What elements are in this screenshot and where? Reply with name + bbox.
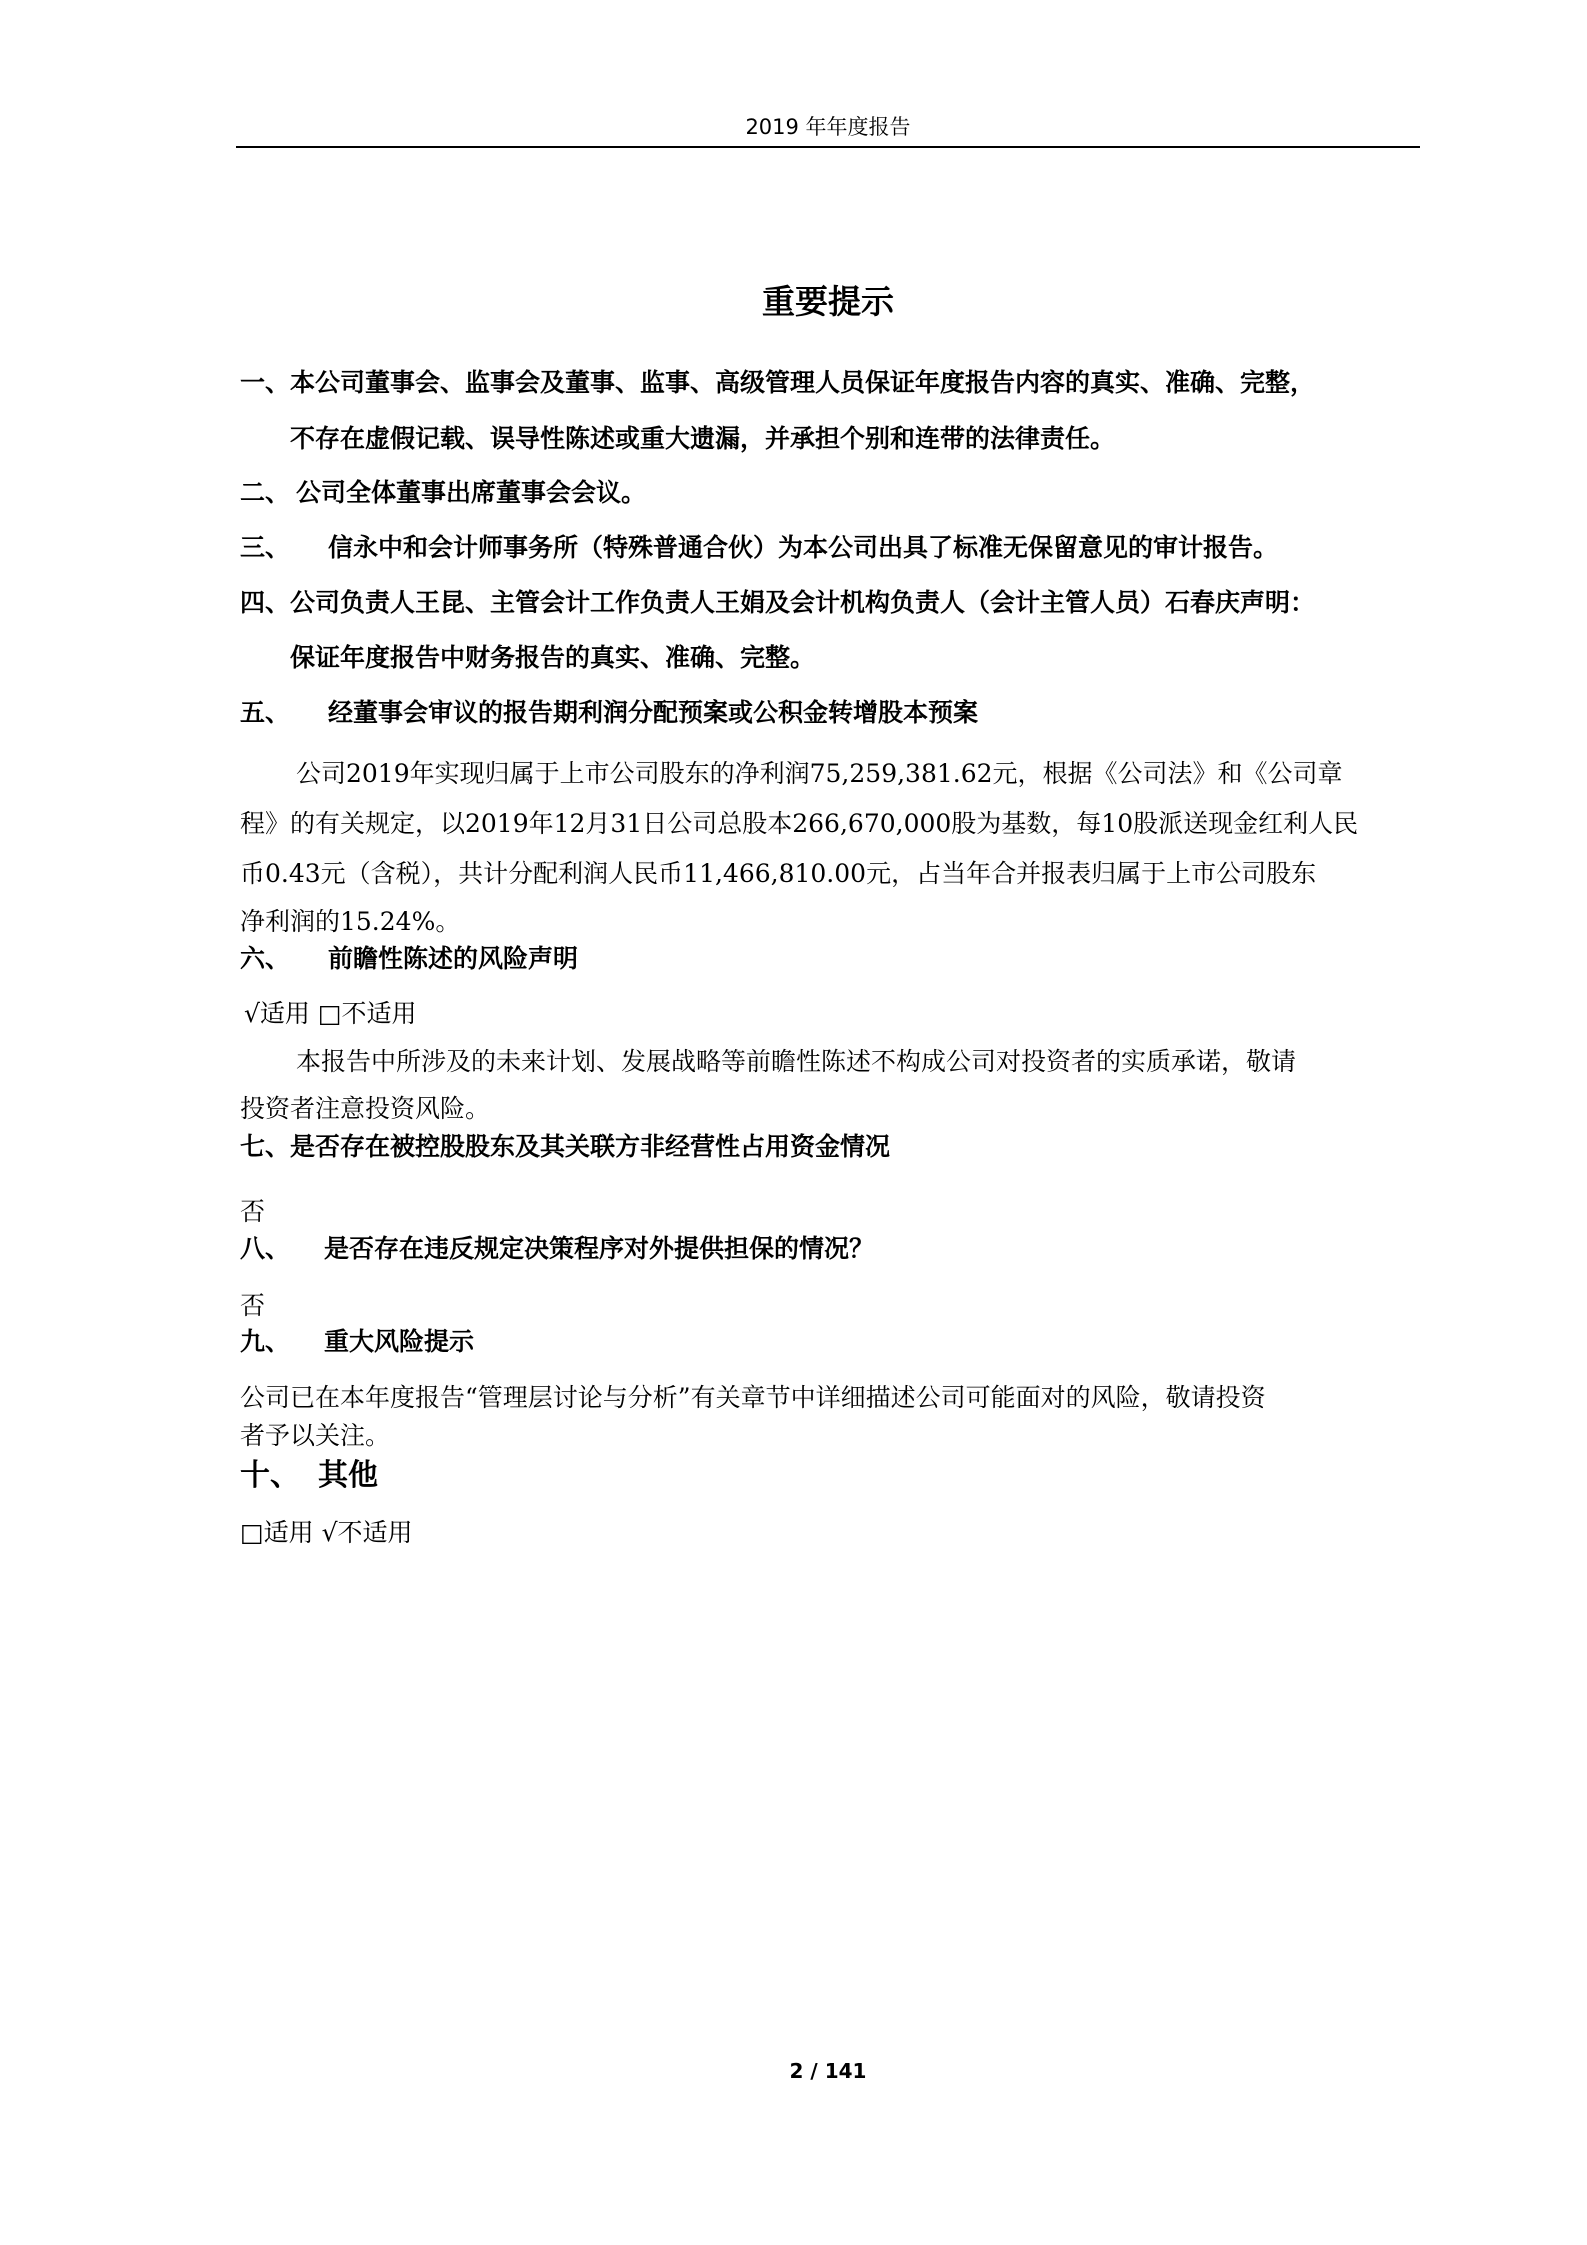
section-7-heading — [240, 1130, 890, 1164]
page-number: 2 / 141 — [789, 2059, 867, 2083]
section-9-heading — [240, 1325, 474, 1359]
section-7-line-1: 是否存在被控股股东及其关联方非经营性占用资金情况 — [290, 1132, 891, 1161]
section-2-heading — [240, 476, 646, 510]
section-1-heading — [240, 366, 1315, 400]
section-6-heading — [240, 942, 578, 976]
section-10-applicability: □适用 √不适用 — [240, 1518, 413, 1547]
section-9-number: 九、 — [240, 1327, 291, 1356]
document-title: 重要提示 — [762, 282, 894, 321]
section-6-body-line-2: 投资者注意投资风险。 — [240, 1094, 491, 1123]
section-5-heading — [240, 696, 978, 730]
section-6-line-1: 前瞻性陈述的风险声明 — [328, 944, 579, 973]
section-6-body-line-1: 本报告中所涉及的未来计划、发展战略等前瞻性陈述不构成公司对投资者的实质承诺，敬请 — [296, 1047, 1297, 1076]
section-8-heading — [240, 1232, 874, 1266]
section-5-number: 五、 — [240, 698, 291, 727]
section-2-line-1: 公司全体董事出席董事会会议。 — [296, 478, 647, 507]
section-8-line-1: 是否存在违反规定决策程序对外提供担保的情况？ — [324, 1234, 875, 1263]
section-10-line-1: 其他 — [318, 1458, 378, 1493]
section-8-number: 八、 — [240, 1234, 291, 1263]
section-2-number: 二、 — [240, 478, 291, 507]
section-4-number: 四、 — [240, 588, 291, 617]
section-7-number: 七、 — [240, 1132, 291, 1161]
section-1-number: 一、 — [240, 368, 291, 397]
section-6-number: 六、 — [240, 944, 291, 973]
section-3-number: 三、 — [240, 533, 291, 562]
section-1-line-1: 本公司董事会、监事会及董事、监事、高级管理人员保证年度报告内容的真实、准确、完整， — [290, 368, 1316, 397]
header-divider — [236, 146, 1420, 148]
section-4-heading — [240, 586, 1315, 620]
section-6-applicability: √适用 □不适用 — [244, 999, 417, 1028]
section-4-line-2: 保证年度报告中财务报告的真实、准确、完整。 — [290, 643, 816, 672]
section-9-line-1: 重大风险提示 — [324, 1327, 475, 1356]
section-10-heading — [240, 1456, 378, 1496]
section-4-line-1: 公司负责人王昆、主管会计工作负责人王娟及会计机构负责人（会计主管人员）石春庆声明： — [290, 588, 1316, 617]
section-10-number: 十、 — [240, 1458, 300, 1493]
section-5-line-1: 经董事会审议的报告期利润分配预案或公积金转增股本预案 — [328, 698, 979, 727]
section-5-body-line-3: 币0.43元（含税），共计分配利润人民币11,466,810.00元，占当年合并报表归属于上市公司股东 — [240, 859, 1317, 888]
section-9-body-line-2: 者予以关注。 — [240, 1421, 391, 1450]
section-8-answer: 否 — [240, 1291, 266, 1320]
section-3-line-1: 信永中和会计师事务所（特殊普通合伙）为本公司出具了标准无保留意见的审计报告。 — [328, 533, 1279, 562]
section-7-answer: 否 — [240, 1197, 266, 1226]
section-1-line-2: 不存在虚假记载、误导性陈述或重大遗漏，并承担个别和连带的法律责任。 — [290, 424, 1116, 453]
section-3-heading — [240, 531, 1278, 565]
section-5-body-line-2: 程》的有关规定，以2019年12月31日公司总股本266,670,000股为基数，每10股派送现金红利人民 — [240, 809, 1359, 838]
section-5-body-line-1: 公司2019年实现归属于上市公司股东的净利润75,259,381.62元，根据《公司法》和《公司章 — [296, 759, 1343, 788]
section-9-body-line-1: 公司已在本年度报告“管理层讨论与分析”有关章节中详细描述公司可能面对的风险，敬请投资 — [240, 1383, 1266, 1412]
page-header: 2019 年年度报告 — [745, 115, 911, 139]
section-5-body-line-4: 净利润的15.24%。 — [240, 907, 461, 936]
